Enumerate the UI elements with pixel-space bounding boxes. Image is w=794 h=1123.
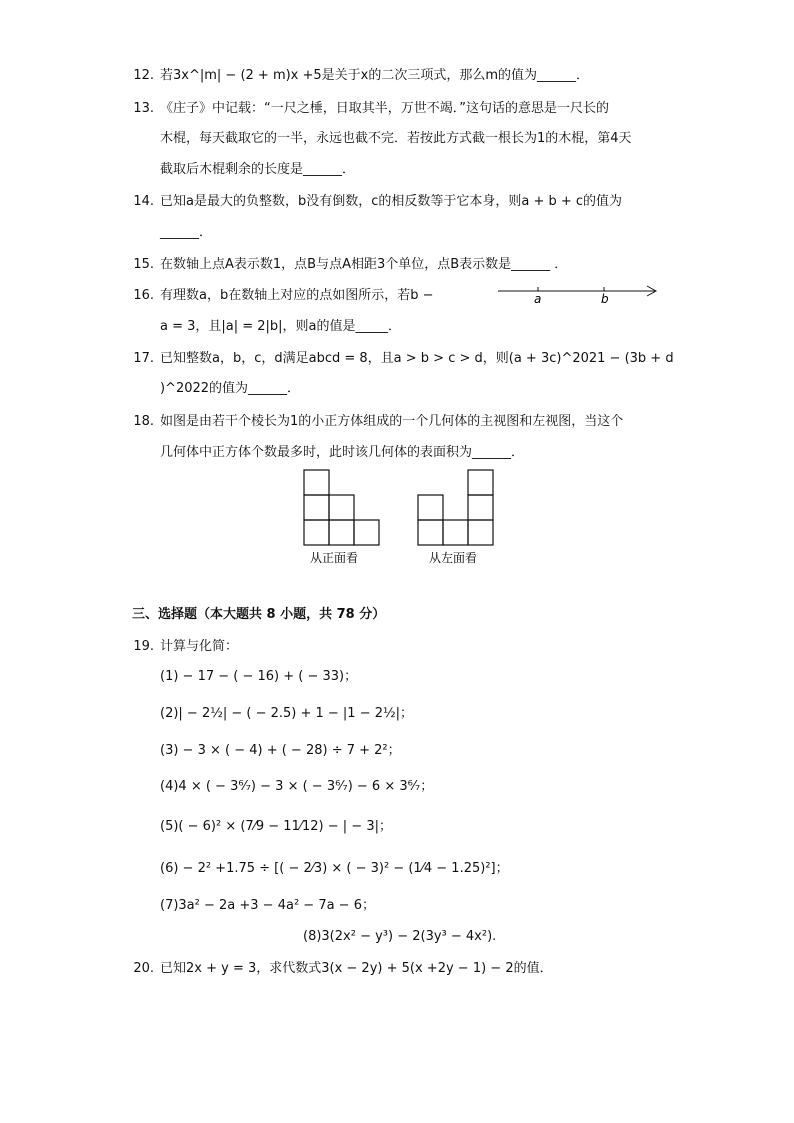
sub-item-6: (6) − 2² +1.75 ÷ [( − 2⁄3) × ( − 3)² − (1⁄4 − 1.25)²]；	[160, 861, 509, 876]
front-view-caption: 从正面看	[310, 551, 359, 565]
question-intro: 计算与化简：	[160, 639, 239, 654]
question-number: 20.	[133, 961, 154, 976]
section-title: 三、选择题（本大题共 8 小题，共 78 分）	[132, 607, 386, 622]
sub-item-1: (1) − 17 − ( − 16) + ( − 33)；	[160, 669, 358, 684]
sub-item-5: (5)( − 6)² × (7⁄9 − 11⁄12) − | − 3|；	[160, 819, 392, 834]
question-number: 18.	[133, 414, 154, 429]
question-text: 已知2x + y = 3，求代数式3(x − 2y) + 5(x +2y − 1) − 2的值．	[160, 961, 553, 976]
sub-item-7: (7)3a² − 2a +3 − 4a² − 7a − 6；	[160, 898, 375, 913]
sub-item-4: (4)4 × ( − 3⁶⁄₇) − 3 × ( − 3⁶⁄₇) − 6 × 3⁶⁄₇；	[160, 779, 434, 794]
sub-item-2: (2)| − 2½| − ( − 2.5) + 1 − |1 − 2½|；	[160, 706, 413, 721]
point-a-label: a	[534, 292, 542, 306]
question-number: 14.	[133, 194, 154, 209]
point-b-label: b	[601, 292, 609, 306]
left-view-caption: 从左面看	[429, 551, 478, 565]
question-text-line: ______．	[160, 225, 213, 240]
question-text: 若3x^|m| − (2 + m)x +5是关于x的二次三项式，那么m的值为______．	[160, 68, 590, 83]
question-text-line: 已知a是最大的负整数，b没有倒数，c的相反数等于它本身，则a + b + c的值为	[160, 194, 623, 209]
question-text-line: a = 3，且|a| = 2|b|，则a的值是_____．	[160, 319, 402, 334]
left-view	[418, 470, 493, 545]
question-number: 15.	[133, 257, 154, 272]
question-text-line: 有理数a，b在数轴上对应的点如图所示，若b −	[160, 288, 434, 303]
question-number: 16.	[133, 288, 154, 303]
number-line-figure	[495, 280, 665, 308]
question-number: 12.	[133, 68, 154, 83]
front-view	[304, 470, 379, 545]
question-text-line: 几何体中正方体个数最多时，此时该几何体的表面积为______．	[160, 445, 525, 460]
question-number: 19.	[133, 639, 154, 654]
cube-views-figure	[300, 468, 500, 568]
sub-item-3: (3) − 3 × ( − 4) + ( − 28) ÷ 7 + 2²；	[160, 743, 401, 758]
question-text-line: 如图是由若干个棱长为1的小正方体组成的一个几何体的主视图和左视图，当这个	[160, 414, 624, 429]
question-text-line: 《庄子》中记载：“一尺之棰，日取其半，万世不竭．”这句话的意思是一尺长的	[160, 101, 609, 116]
question-number: 17.	[133, 351, 154, 366]
question-number: 13.	[133, 101, 154, 116]
question-text-line: 木棍，每天截取它的一半，永远也截不完．若按此方式截一根长为1的木棍，第4天	[160, 131, 632, 146]
question-text-line: 已知整数a，b，c，d满足abcd = 8，且a > b > c > d，则(a + 3c)^2021 − (3b + d	[160, 351, 674, 366]
question-text: 在数轴上点A表示数1，点B与点A相距3个单位，点B表示数是______ ．	[160, 257, 568, 272]
sub-item-8: (8)3(2x² − y³) − 2(3y³ − 4x²).	[303, 929, 497, 944]
question-text-line: 截取后木棍剩余的长度是______．	[160, 162, 356, 177]
question-text-line: )^2022的值为______．	[160, 381, 301, 396]
